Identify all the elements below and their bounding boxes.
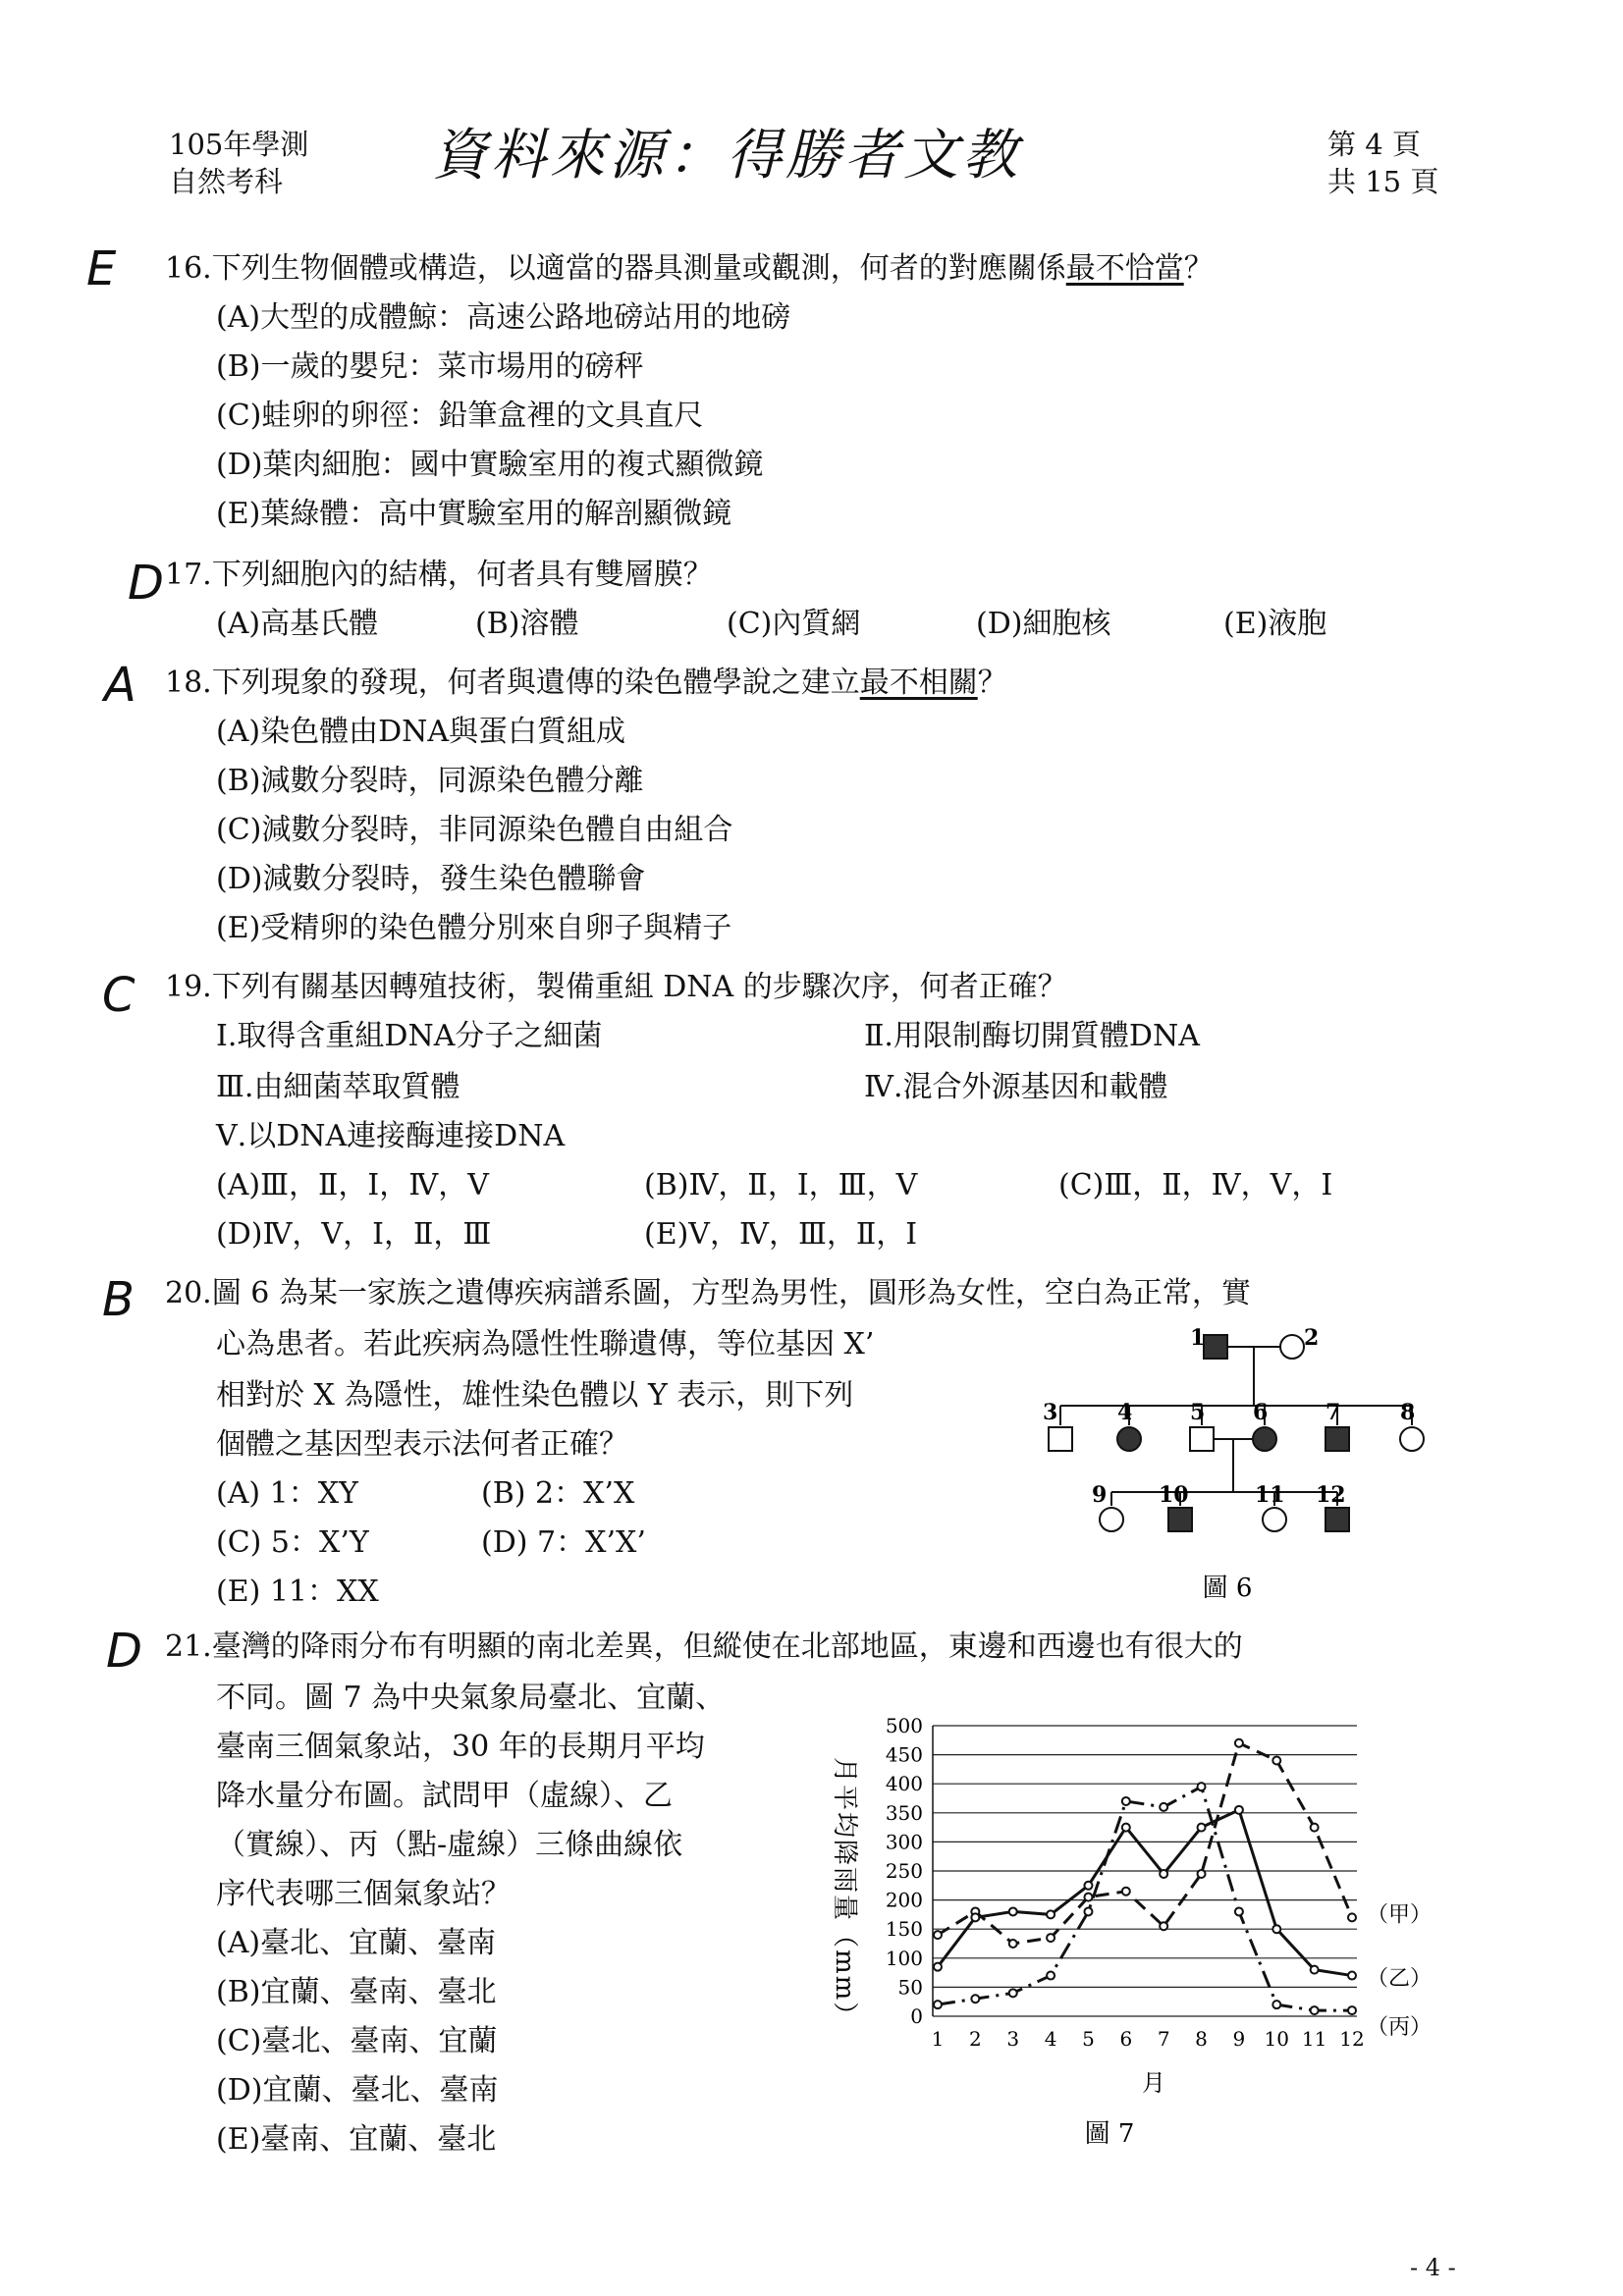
option-18-a: (A)染色體由DNA與蛋白質組成 xyxy=(216,715,626,749)
question-number: 16. xyxy=(165,251,212,286)
stem-text: 下列細胞內的結構，何者具有雙層膜？ xyxy=(211,558,713,592)
legend-label-3: （丙） xyxy=(1367,2015,1433,2041)
option-19-a: (A)Ⅲ，Ⅱ，Ⅰ，Ⅳ，Ⅴ xyxy=(216,1168,489,1202)
x-tick-label: 3 xyxy=(1006,2027,1020,2051)
y-tick-label: 200 xyxy=(885,1888,923,1912)
source-stamp: 資料來源：得勝者文教 xyxy=(432,124,1021,187)
option-21-a: (A)臺北、宜蘭、臺南 xyxy=(216,1926,497,1960)
option-20-b: (B) 2：X’X xyxy=(481,1476,635,1511)
y-tick-label: 350 xyxy=(885,1800,923,1825)
answer-mark-21: D xyxy=(106,1624,142,1679)
y-tick-label: 0 xyxy=(910,2004,923,2028)
pedigree-individual-3 xyxy=(1049,1427,1072,1451)
option-19-c: (C)Ⅲ，Ⅱ，Ⅳ，Ⅴ，Ⅰ xyxy=(1058,1168,1333,1202)
series-point xyxy=(1084,1894,1092,1901)
option-18-d: (D)減數分裂時，發生染色體聯會 xyxy=(216,862,646,896)
chart-series xyxy=(934,1739,1356,2014)
pedigree-label-6: 6 xyxy=(1253,1400,1269,1425)
series-point xyxy=(1009,1940,1017,1948)
pedigree-individual-10 xyxy=(1168,1508,1192,1531)
series-point xyxy=(1311,1824,1319,1832)
y-tick-label: 100 xyxy=(885,1946,923,1970)
question-20-stem-line-2: 心為患者。若此疾病為隱性性聯遺傳，等位基因 X’ xyxy=(216,1327,875,1362)
series-point xyxy=(1047,1972,1055,1980)
y-tick-label: 50 xyxy=(897,1975,923,2000)
series-point xyxy=(1272,2001,1280,2008)
option-16-d: (D)葉肉細胞：國中實驗室用的複式顯微鏡 xyxy=(216,448,764,482)
question-number: 17. xyxy=(165,558,212,592)
option-20-e: (E) 11：XX xyxy=(216,1575,379,1609)
pedigree-individual-6 xyxy=(1253,1427,1276,1451)
option-18-c: (C)減數分裂時，非同源染色體自由組合 xyxy=(216,813,733,847)
pedigree-individual-2 xyxy=(1280,1335,1304,1359)
question-21-stem-line-5: （實線）、丙（點-虛線）三條曲線依 xyxy=(216,1828,683,1862)
series-point xyxy=(971,1913,979,1921)
pedigree-label-12: 12 xyxy=(1316,1482,1346,1508)
x-tick-label: 10 xyxy=(1264,2027,1289,2051)
pedigree-label-3: 3 xyxy=(1043,1400,1058,1425)
option-18-e: (E)受精卵的染色體分別來自卵子與精子 xyxy=(216,911,732,945)
stem-end: ？ xyxy=(1183,251,1214,286)
option-17-e: (E)液胞 xyxy=(1223,607,1327,641)
pedigree-individual-1 xyxy=(1204,1335,1227,1359)
question-18-stem xyxy=(165,664,1007,703)
option-16-a: (A)大型的成體鯨：高速公路地磅站用的地磅 xyxy=(216,300,791,335)
x-tick-labels xyxy=(932,2027,1365,2051)
option-19-b: (B)Ⅳ，Ⅱ，Ⅰ，Ⅲ，Ⅴ xyxy=(644,1168,918,1202)
answer-mark-19: C xyxy=(102,968,135,1023)
series-line-3 xyxy=(938,1787,1352,2010)
pedigree-individual-7 xyxy=(1325,1427,1349,1451)
series-line-2 xyxy=(938,1810,1352,1976)
series-point xyxy=(1160,1922,1167,1930)
y-tick-label: 450 xyxy=(885,1742,923,1767)
emphasis: 最不相關 xyxy=(859,666,978,700)
pedigree-label-10: 10 xyxy=(1159,1482,1189,1508)
series-point xyxy=(1009,1907,1017,1915)
question-21-stem-line-4: 降水量分布圖。試問甲（虛線）、乙 xyxy=(216,1779,673,1813)
stem-text: 下列有關基因轉殖技術，製備重組 DNA 的步驟次序，何者正確？ xyxy=(211,970,1067,1004)
series-point xyxy=(1198,1783,1206,1790)
series-point xyxy=(1198,1870,1206,1878)
option-16-e: (E)葉綠體：高中實驗室用的解剖顯微鏡 xyxy=(216,497,732,531)
stem-text: 下列現象的發現，何者與遺傳的染色體學說之建立 xyxy=(211,666,860,700)
chart-legend xyxy=(1367,1902,1432,2040)
option-17-d: (D)細胞核 xyxy=(976,607,1111,641)
option-20-d: (D) 7：X’X’ xyxy=(481,1525,646,1560)
pedigree-individual-9 xyxy=(1100,1508,1123,1531)
series-point xyxy=(934,1931,942,1939)
pedigree-individual-8 xyxy=(1400,1427,1424,1451)
series-point xyxy=(1198,1824,1206,1832)
x-tick-label: 11 xyxy=(1301,2027,1327,2051)
question-21-stem-line-2: 不同。圖 7 為中央氣象局臺北、宜蘭、 xyxy=(216,1681,726,1715)
x-tick-label: 9 xyxy=(1232,2027,1246,2051)
page-total: 共 15 頁 xyxy=(1327,165,1439,198)
pedigree-individual-11 xyxy=(1263,1508,1286,1531)
y-axis-label: 月平均降雨量（mm） xyxy=(830,1757,859,2030)
pedigree-individual-4 xyxy=(1117,1427,1141,1451)
series-point xyxy=(1084,1882,1092,1890)
series-point xyxy=(1047,1910,1055,1918)
page-number: 第 4 頁 xyxy=(1327,128,1421,161)
pedigree-individual-12 xyxy=(1325,1508,1349,1531)
answer-mark-17: D xyxy=(128,556,164,611)
question-number: 19. xyxy=(165,970,212,1004)
series-point xyxy=(934,2001,942,2008)
series-point xyxy=(1348,1972,1356,1980)
pedigree-label-7: 7 xyxy=(1325,1400,1341,1425)
step-1: Ⅰ.取得含重組DNA分子之細菌 xyxy=(216,1019,603,1053)
page-footer: - 4 - xyxy=(1410,2254,1456,2281)
series-point xyxy=(1047,1934,1055,1942)
series-point xyxy=(1122,1824,1130,1832)
x-tick-label: 12 xyxy=(1339,2027,1365,2051)
pedigree-individuals xyxy=(1043,1325,1424,1531)
x-tick-label: 4 xyxy=(1044,2027,1057,2051)
option-21-d: (D)宜蘭、臺北、臺南 xyxy=(216,2073,499,2108)
y-tick-label: 150 xyxy=(885,1917,923,1942)
x-tick-label: 8 xyxy=(1195,2027,1208,2051)
question-21-stem-line-3: 臺南三個氣象站，30 年的長期月平均 xyxy=(216,1730,705,1764)
question-number: 18. xyxy=(165,666,212,700)
y-tick-label: 300 xyxy=(885,1830,923,1854)
figure-6-caption: 圖 6 xyxy=(1202,1574,1253,1603)
x-tick-label: 7 xyxy=(1157,2027,1170,2051)
series-point xyxy=(1272,1757,1280,1765)
series-point xyxy=(1235,1806,1243,1814)
y-tick-labels xyxy=(886,1714,923,2028)
option-17-a: (A)高基氏體 xyxy=(216,607,379,641)
x-tick-label: 6 xyxy=(1119,2027,1133,2051)
series-point xyxy=(1122,1888,1130,1896)
pedigree-label-1: 1 xyxy=(1190,1325,1206,1351)
step-4: Ⅳ.混合外源基因和載體 xyxy=(864,1070,1168,1104)
step-3: Ⅲ.由細菌萃取質體 xyxy=(216,1070,460,1104)
pedigree-label-5: 5 xyxy=(1190,1400,1206,1425)
step-5: Ⅴ.以DNA連接酶連接DNA xyxy=(216,1119,566,1153)
question-number: 21. xyxy=(165,1629,212,1664)
y-tick-label: 400 xyxy=(885,1772,923,1796)
rainfall-chart xyxy=(805,1698,1453,2160)
pedigree-label-9: 9 xyxy=(1092,1482,1108,1508)
option-17-b: (B)溶體 xyxy=(475,607,579,641)
series-point xyxy=(1348,1913,1356,1921)
x-axis-label: 月 xyxy=(1142,2069,1165,2097)
question-21-stem-line-1 xyxy=(165,1628,1243,1667)
question-20-stem-line-1 xyxy=(165,1274,1251,1313)
y-tick-label: 500 xyxy=(885,1714,923,1737)
pedigree-individual-5 xyxy=(1190,1427,1214,1451)
series-point xyxy=(1160,1870,1167,1878)
series-point xyxy=(1084,1907,1092,1915)
series-point xyxy=(1272,1925,1280,1933)
stem-text: 臺灣的降雨分布有明顯的南北差異，但縱使在北部地區，東邊和西邊也有很大的 xyxy=(211,1629,1243,1664)
series-point xyxy=(971,1995,979,2002)
option-18-b: (B)減數分裂時，同源染色體分離 xyxy=(216,764,644,798)
option-16-b: (B)一歲的嬰兒：菜市場用的磅秤 xyxy=(216,349,644,384)
series-point xyxy=(1348,2006,1356,2014)
option-16-c: (C)蛙卵的卵徑：鉛筆盒裡的文具直尺 xyxy=(216,399,704,433)
legend-label-2: （乙） xyxy=(1367,1966,1433,1992)
option-20-c: (C) 5：X’Y xyxy=(216,1525,369,1560)
series-point xyxy=(1235,1739,1243,1747)
question-19-stem xyxy=(165,968,1067,1007)
option-20-a: (A) 1：XY xyxy=(216,1476,358,1511)
question-20-stem-line-4: 個體之基因型表示法何者正確？ xyxy=(216,1427,628,1462)
pedigree-figure xyxy=(1021,1325,1434,1610)
series-point xyxy=(1160,1803,1167,1811)
option-19-d: (D)Ⅳ，Ⅴ，Ⅰ，Ⅱ，Ⅲ xyxy=(216,1217,492,1252)
answer-mark-20: B xyxy=(102,1272,135,1327)
series-point xyxy=(934,1963,942,1971)
stem-text: 下列生物個體或構造，以適當的器具測量或觀測，何者的對應關係 xyxy=(211,251,1066,286)
option-21-b: (B)宜蘭、臺南、臺北 xyxy=(216,1975,497,2009)
option-17-c: (C)內質網 xyxy=(727,607,861,641)
x-tick-label: 1 xyxy=(931,2027,945,2051)
emphasis: 最不恰當 xyxy=(1065,251,1184,286)
x-tick-label: 2 xyxy=(968,2027,982,2051)
step-2: Ⅱ.用限制酶切開質體DNA xyxy=(864,1019,1200,1053)
series-point xyxy=(1311,2006,1319,2014)
x-tick-label: 5 xyxy=(1082,2027,1095,2051)
stem-text: 圖 6 為某一家族之遺傳疾病譜系圖，方型為男性，圓形為女性，空白為正常，實 xyxy=(211,1276,1251,1310)
exam-name: 105年學測 xyxy=(169,128,309,161)
option-21-e: (E)臺南、宜蘭、臺北 xyxy=(216,2122,497,2157)
stem-end: ？ xyxy=(977,666,1007,700)
series-point xyxy=(1009,1989,1017,1997)
pedigree-label-8: 8 xyxy=(1400,1400,1416,1425)
option-19-e: (E)Ⅴ，Ⅳ，Ⅲ，Ⅱ，Ⅰ xyxy=(644,1217,918,1252)
question-21-stem-line-6: 序代表哪三個氣象站？ xyxy=(216,1877,511,1911)
question-17-stem xyxy=(165,556,713,595)
question-16-stem xyxy=(165,249,1214,289)
pedigree-label-2: 2 xyxy=(1304,1325,1320,1351)
question-20-stem-line-3: 相對於 X 為隱性，雄性染色體以 Y 表示，則下列 xyxy=(216,1378,854,1413)
series-point xyxy=(1311,1966,1319,1974)
pedigree-label-11: 11 xyxy=(1255,1482,1285,1508)
answer-mark-16: E xyxy=(86,241,117,296)
pedigree-label-4: 4 xyxy=(1117,1400,1133,1425)
legend-label-1: （甲） xyxy=(1367,1902,1433,1928)
y-tick-label: 250 xyxy=(885,1859,923,1883)
subject-name: 自然考科 xyxy=(169,165,284,198)
figure-7-caption: 圖 7 xyxy=(1084,2119,1135,2149)
answer-mark-18: A xyxy=(104,658,136,713)
series-point xyxy=(1122,1797,1130,1805)
question-number: 20. xyxy=(165,1276,212,1310)
series-point xyxy=(1235,1907,1243,1915)
option-21-c: (C)臺北、臺南、宜蘭 xyxy=(216,2024,498,2058)
chart-grid xyxy=(933,1726,1357,2016)
